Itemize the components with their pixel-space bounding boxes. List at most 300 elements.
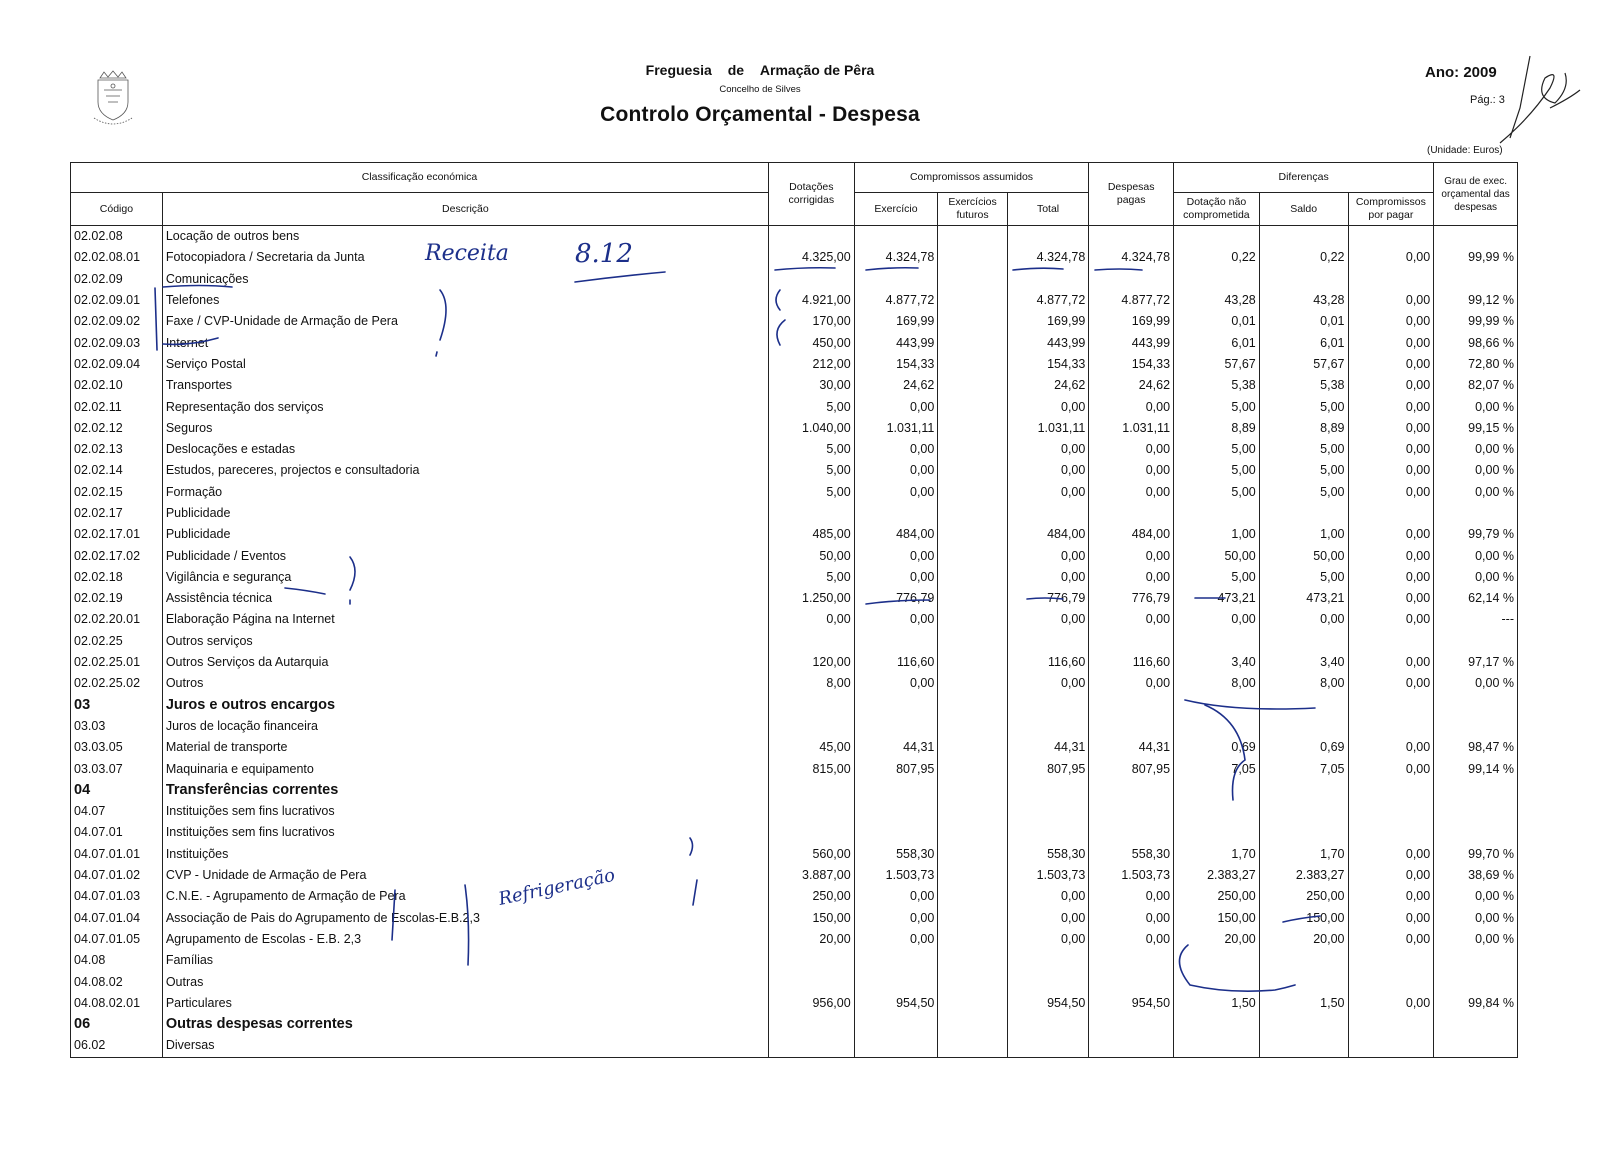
row-saldo: 0,22 [1259,247,1348,268]
row-grau-execucao: 98,66 % [1434,332,1518,353]
row-code: 04.08.02.01 [71,993,163,1014]
row-dotacao-nao-comprometida: 50,00 [1174,545,1260,566]
handwritten-signature [1490,48,1585,148]
row-compromissos-por-pagar [1348,1035,1434,1057]
row-compromissos-por-pagar: 0,00 [1348,375,1434,396]
row-code: 02.02.19 [71,588,163,609]
row-exercicios-futuros [938,886,1007,907]
row-despesas-pagas [1089,1035,1174,1057]
row-grau-execucao [1434,780,1518,801]
row-grau-execucao: 0,00 % [1434,567,1518,588]
row-code: 03.03.05 [71,737,163,758]
row-grau-execucao: 82,07 % [1434,375,1518,396]
row-despesas-pagas: 0,00 [1089,673,1174,694]
row-compromissos-por-pagar: 0,00 [1348,652,1434,673]
row-grau-execucao: 99,99 % [1434,247,1518,268]
row-description: Publicidade / Eventos [162,545,768,566]
annotation-receita: Receita [425,241,509,266]
row-total: 0,00 [1007,545,1089,566]
row-dotacao-nao-comprometida: 7,05 [1174,758,1260,779]
row-grau-execucao: 99,84 % [1434,993,1518,1014]
row-despesas-pagas: 0,00 [1089,567,1174,588]
row-saldo [1259,971,1348,992]
table-row [71,545,1518,566]
row-exercicios-futuros [938,865,1007,886]
row-exercicio: 0,00 [854,545,938,566]
row-dotacao-nao-comprometida: 8,89 [1174,418,1260,439]
row-total: 0,00 [1007,567,1089,588]
row-exercicio [854,822,938,843]
row-compromissos-por-pagar [1348,1014,1434,1035]
row-exercicio: 954,50 [854,993,938,1014]
row-exercicio [854,801,938,822]
row-dotacao-nao-comprometida [1174,780,1260,801]
row-despesas-pagas [1089,631,1174,652]
row-saldo [1259,1014,1348,1035]
row-exercicio [854,695,938,716]
row-total: 558,30 [1007,844,1089,865]
row-saldo: 3,40 [1259,652,1348,673]
row-compromissos-por-pagar [1348,780,1434,801]
row-exercicios-futuros [938,801,1007,822]
row-compromissos-por-pagar: 0,00 [1348,908,1434,929]
row-compromissos-por-pagar: 0,00 [1348,439,1434,460]
row-exercicio [854,1035,938,1057]
row-grau-execucao: 0,00 % [1434,929,1518,950]
row-despesas-pagas: 154,33 [1089,354,1174,375]
row-exercicio [854,226,938,248]
row-grau-execucao [1434,503,1518,524]
row-code: 03.03 [71,716,163,737]
header-total: Total [1007,193,1089,226]
row-exercicios-futuros [938,503,1007,524]
annotation-number: 8.12 [575,239,633,269]
row-description: Serviço Postal [162,354,768,375]
row-compromissos-por-pagar [1348,503,1434,524]
row-code: 02.02.25.01 [71,652,163,673]
row-description: Outros serviços [162,631,768,652]
row-dotacao-nao-comprometida [1174,226,1260,248]
row-description: Seguros [162,418,768,439]
row-despesas-pagas: 0,00 [1089,460,1174,481]
row-dotacao-nao-comprometida [1174,716,1260,737]
row-description: Diversas [162,1035,768,1057]
row-dotacao-nao-comprometida: 0,22 [1174,247,1260,268]
row-exercicios-futuros [938,269,1007,290]
row-description: Famílias [162,950,768,971]
row-total [1007,1035,1089,1057]
row-saldo: 7,05 [1259,758,1348,779]
row-description: Instituições sem fins lucrativos [162,801,768,822]
row-description: Locação de outros bens [162,226,768,248]
row-description: Juros e outros encargos [162,695,768,716]
table-row [71,631,1518,652]
row-total [1007,695,1089,716]
row-total [1007,822,1089,843]
row-dotacao-nao-comprometida [1174,950,1260,971]
row-grau-execucao: 99,14 % [1434,758,1518,779]
row-code: 02.02.17 [71,503,163,524]
row-grau-execucao [1434,695,1518,716]
org-word: Armação de Pêra [759,62,875,78]
row-saldo: 0,00 [1259,609,1348,630]
row-exercicio [854,971,938,992]
row-total: 116,60 [1007,652,1089,673]
row-compromissos-por-pagar: 0,00 [1348,354,1434,375]
table-row [71,269,1518,290]
row-total: 484,00 [1007,524,1089,545]
row-code: 02.02.08.01 [71,247,163,268]
organization-name [580,62,940,78]
row-saldo [1259,780,1348,801]
row-dotacoes [768,503,854,524]
header-descricao: Descrição [162,193,768,226]
row-dotacoes [768,971,854,992]
document-title: Controlo Orçamental - Despesa [600,103,920,126]
row-exercicios-futuros [938,695,1007,716]
row-despesas-pagas [1089,503,1174,524]
table-row [71,247,1518,268]
row-total: 1.031,11 [1007,418,1089,439]
row-exercicio: 443,99 [854,332,938,353]
row-saldo: 250,00 [1259,886,1348,907]
table-row [71,311,1518,332]
row-dotacoes: 5,00 [768,567,854,588]
row-compromissos-por-pagar: 0,00 [1348,460,1434,481]
table-row [71,354,1518,375]
row-description: Particulares [162,993,768,1014]
table-row [71,609,1518,630]
row-despesas-pagas: 1.031,11 [1089,418,1174,439]
row-total [1007,1014,1089,1035]
row-despesas-pagas: 4.324,78 [1089,247,1174,268]
row-compromissos-por-pagar: 0,00 [1348,247,1434,268]
row-exercicio [854,716,938,737]
org-word: Freguesia [645,62,712,78]
row-exercicio: 0,00 [854,609,938,630]
row-grau-execucao [1434,269,1518,290]
row-dotacoes: 8,00 [768,673,854,694]
row-exercicios-futuros [938,567,1007,588]
row-code: 02.02.09.01 [71,290,163,311]
row-description: Internet [162,332,768,353]
header-dotacao-nao: Dotação não comprometida [1174,193,1260,226]
row-dotacoes [768,780,854,801]
table-row [71,482,1518,503]
row-exercicio: 0,00 [854,908,938,929]
row-code: 02.02.09.03 [71,332,163,353]
row-dotacao-nao-comprometida: 1,00 [1174,524,1260,545]
row-despesas-pagas: 24,62 [1089,375,1174,396]
row-dotacao-nao-comprometida [1174,631,1260,652]
row-code: 02.02.25.02 [71,673,163,694]
row-total: 0,00 [1007,673,1089,694]
row-code: 04.07.01.05 [71,929,163,950]
row-dotacoes: 4.325,00 [768,247,854,268]
row-compromissos-por-pagar: 0,00 [1348,396,1434,417]
row-dotacoes: 120,00 [768,652,854,673]
row-dotacoes [768,695,854,716]
row-saldo: 8,00 [1259,673,1348,694]
row-despesas-pagas [1089,269,1174,290]
row-dotacao-nao-comprometida: 0,01 [1174,311,1260,332]
row-description: Juros de locação financeira [162,716,768,737]
row-description: Transferências correntes [162,780,768,801]
row-code: 04.07 [71,801,163,822]
row-code: 03 [71,695,163,716]
row-grau-execucao: 0,00 % [1434,439,1518,460]
row-total [1007,780,1089,801]
row-grau-execucao: 0,00 % [1434,908,1518,929]
row-grau-execucao: --- [1434,609,1518,630]
row-despesas-pagas [1089,1014,1174,1035]
row-dotacao-nao-comprometida: 57,67 [1174,354,1260,375]
row-exercicio: 154,33 [854,354,938,375]
row-exercicios-futuros [938,716,1007,737]
row-compromissos-por-pagar [1348,822,1434,843]
table-row [71,716,1518,737]
header-codigo: Código [71,193,163,226]
row-compromissos-por-pagar: 0,00 [1348,567,1434,588]
table-row [71,460,1518,481]
row-compromissos-por-pagar: 0,00 [1348,844,1434,865]
row-code: 02.02.09.02 [71,311,163,332]
row-dotacao-nao-comprometida [1174,269,1260,290]
table-row [71,439,1518,460]
row-grau-execucao: 62,14 % [1434,588,1518,609]
row-exercicio: 0,00 [854,396,938,417]
row-exercicios-futuros [938,418,1007,439]
row-dotacoes: 1.250,00 [768,588,854,609]
row-code: 06.02 [71,1035,163,1057]
row-total: 776,79 [1007,588,1089,609]
row-exercicios-futuros [938,396,1007,417]
table-row [71,822,1518,843]
row-despesas-pagas [1089,695,1174,716]
budget-rows [71,226,1518,1058]
row-grau-execucao: 98,47 % [1434,737,1518,758]
row-grau-execucao: 99,12 % [1434,290,1518,311]
row-compromissos-por-pagar: 0,00 [1348,886,1434,907]
table-row [71,908,1518,929]
row-total [1007,226,1089,248]
row-total: 4.324,78 [1007,247,1089,268]
row-description: Faxe / CVP-Unidade de Armação de Pera [162,311,768,332]
page-number: Pág.: 3 [1470,94,1505,106]
row-total [1007,801,1089,822]
row-despesas-pagas: 4.877,72 [1089,290,1174,311]
row-exercicio: 1.503,73 [854,865,938,886]
org-word: de [727,62,745,78]
row-code: 02.02.18 [71,567,163,588]
row-compromissos-por-pagar: 0,00 [1348,482,1434,503]
row-code: 02.02.09 [71,269,163,290]
header-classificacao: Classificação económica [71,163,769,193]
row-exercicio: 4.877,72 [854,290,938,311]
row-exercicio: 24,62 [854,375,938,396]
table-row [71,780,1518,801]
row-exercicios-futuros [938,673,1007,694]
row-despesas-pagas: 1.503,73 [1089,865,1174,886]
row-code: 02.02.10 [71,375,163,396]
row-exercicio: 0,00 [854,929,938,950]
header-dotacoes: Dotações corrigidas [768,163,854,226]
row-compromissos-por-pagar: 0,00 [1348,609,1434,630]
row-dotacao-nao-comprometida: 250,00 [1174,886,1260,907]
table-row [71,993,1518,1014]
table-row [71,418,1518,439]
row-dotacoes: 815,00 [768,758,854,779]
row-despesas-pagas: 116,60 [1089,652,1174,673]
row-description: Estudos, pareceres, projectos e consultadoria [162,460,768,481]
row-code: 04.08 [71,950,163,971]
table-row [71,503,1518,524]
row-exercicio [854,631,938,652]
row-dotacoes [768,822,854,843]
row-code: 02.02.15 [71,482,163,503]
row-compromissos-por-pagar [1348,971,1434,992]
budget-table [70,162,1518,1058]
row-dotacao-nao-comprometida: 5,00 [1174,482,1260,503]
row-exercicio: 558,30 [854,844,938,865]
row-dotacao-nao-comprometida: 5,00 [1174,460,1260,481]
row-saldo: 5,00 [1259,439,1348,460]
row-grau-execucao [1434,822,1518,843]
row-dotacoes: 4.921,00 [768,290,854,311]
row-saldo: 473,21 [1259,588,1348,609]
row-total: 0,00 [1007,929,1089,950]
row-dotacoes: 0,00 [768,609,854,630]
row-exercicios-futuros [938,226,1007,248]
row-description: Fotocopiadora / Secretaria da Junta [162,247,768,268]
row-dotacoes [768,269,854,290]
row-total: 1.503,73 [1007,865,1089,886]
row-exercicios-futuros [938,375,1007,396]
row-description: Deslocações e estadas [162,439,768,460]
row-total: 0,00 [1007,460,1089,481]
row-dotacoes [768,950,854,971]
row-exercicios-futuros [938,482,1007,503]
row-despesas-pagas: 558,30 [1089,844,1174,865]
row-compromissos-por-pagar: 0,00 [1348,418,1434,439]
row-dotacoes [768,631,854,652]
row-compromissos-por-pagar [1348,950,1434,971]
row-compromissos-por-pagar: 0,00 [1348,311,1434,332]
table-row [71,524,1518,545]
row-saldo: 1,00 [1259,524,1348,545]
row-despesas-pagas [1089,971,1174,992]
row-dotacao-nao-comprometida: 2.383,27 [1174,865,1260,886]
row-grau-execucao [1434,950,1518,971]
row-grau-execucao: 0,00 % [1434,482,1518,503]
row-grau-execucao: 0,00 % [1434,460,1518,481]
row-saldo: 5,00 [1259,396,1348,417]
row-total [1007,631,1089,652]
header-grau: Grau de exec. orçamental das despesas [1434,163,1518,226]
row-grau-execucao: 0,00 % [1434,396,1518,417]
row-despesas-pagas: 807,95 [1089,758,1174,779]
row-compromissos-por-pagar: 0,00 [1348,332,1434,353]
header-compromissos: Compromissos assumidos [854,163,1089,193]
row-dotacao-nao-comprometida: 473,21 [1174,588,1260,609]
row-dotacoes: 560,00 [768,844,854,865]
row-code: 02.02.25 [71,631,163,652]
table-row [71,950,1518,971]
row-description: CVP - Unidade de Armação de Pera [162,865,768,886]
row-saldo [1259,801,1348,822]
row-dotacao-nao-comprometida: 5,00 [1174,396,1260,417]
row-code: 04.07.01.04 [71,908,163,929]
row-dotacao-nao-comprometida: 1,50 [1174,993,1260,1014]
row-exercicios-futuros [938,311,1007,332]
table-row [71,886,1518,907]
row-despesas-pagas: 0,00 [1089,482,1174,503]
row-saldo: 57,67 [1259,354,1348,375]
row-total: 24,62 [1007,375,1089,396]
row-exercicios-futuros [938,545,1007,566]
row-dotacoes: 20,00 [768,929,854,950]
table-row [71,673,1518,694]
table-row [71,290,1518,311]
row-code: 02.02.11 [71,396,163,417]
row-total: 0,00 [1007,609,1089,630]
row-description: Outras [162,971,768,992]
row-total [1007,971,1089,992]
header-diferencas: Diferenças [1174,163,1434,193]
row-dotacao-nao-comprometida: 6,01 [1174,332,1260,353]
row-code: 04.07.01.02 [71,865,163,886]
row-saldo: 6,01 [1259,332,1348,353]
row-exercicios-futuros [938,737,1007,758]
row-saldo: 2.383,27 [1259,865,1348,886]
row-dotacao-nao-comprometida [1174,822,1260,843]
table-row [71,332,1518,353]
row-total: 0,00 [1007,439,1089,460]
row-compromissos-por-pagar [1348,269,1434,290]
row-exercicios-futuros [938,524,1007,545]
row-dotacao-nao-comprometida: 0,69 [1174,737,1260,758]
row-exercicios-futuros [938,1014,1007,1035]
row-total [1007,503,1089,524]
row-despesas-pagas [1089,780,1174,801]
row-dotacao-nao-comprometida: 20,00 [1174,929,1260,950]
row-total: 154,33 [1007,354,1089,375]
annotation-bottom: Refrigeração [496,864,617,910]
row-saldo [1259,503,1348,524]
table-row [71,971,1518,992]
row-dotacao-nao-comprometida [1174,1035,1260,1057]
row-total: 443,99 [1007,332,1089,353]
row-grau-execucao: 0,00 % [1434,545,1518,566]
row-total: 44,31 [1007,737,1089,758]
row-saldo [1259,631,1348,652]
row-dotacoes: 45,00 [768,737,854,758]
row-compromissos-por-pagar: 0,00 [1348,865,1434,886]
row-saldo [1259,269,1348,290]
row-code: 02.02.17.01 [71,524,163,545]
row-exercicios-futuros [938,290,1007,311]
row-saldo: 20,00 [1259,929,1348,950]
parish-crest-icon [88,68,138,130]
row-description: Outras despesas correntes [162,1014,768,1035]
row-code: 03.03.07 [71,758,163,779]
row-description: Publicidade [162,503,768,524]
row-compromissos-por-pagar: 0,00 [1348,737,1434,758]
row-despesas-pagas [1089,822,1174,843]
row-despesas-pagas: 44,31 [1089,737,1174,758]
row-description: C.N.E. - Agrupamento de Armação de Pera [162,886,768,907]
row-total: 954,50 [1007,993,1089,1014]
